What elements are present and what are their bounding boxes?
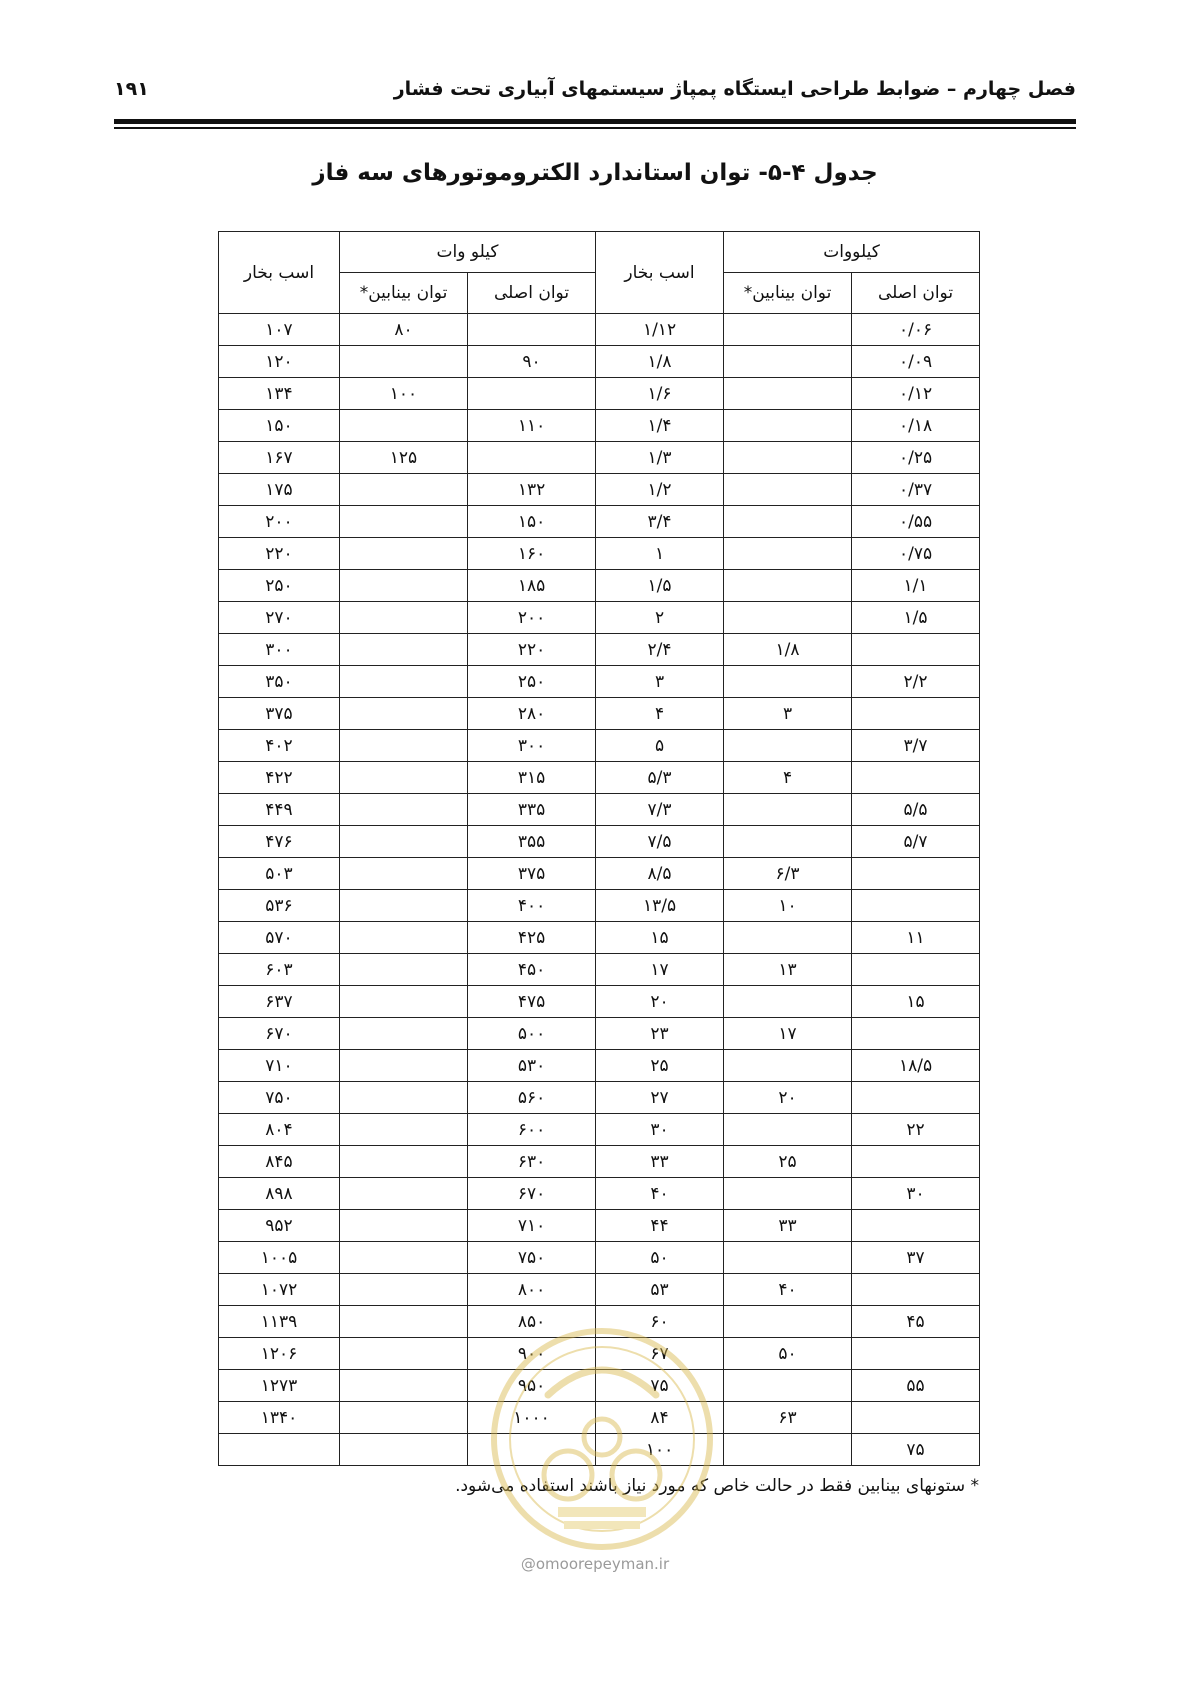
intermediate-power-header-right: توان بینابین* [724,273,852,314]
hp-right-cell: ۱/۸ [596,346,724,378]
table-row [219,826,980,858]
kw-intermediate-left-cell [340,506,468,538]
kw-intermediate-right-cell [724,986,852,1018]
kw-intermediate-left-cell [340,1274,468,1306]
kw-main-right-cell: ۱/۵ [852,602,980,634]
table-row [219,1306,980,1338]
hp-right-cell: ۴۰ [596,1178,724,1210]
hp-right-cell: ۳۰ [596,1114,724,1146]
hp-left-cell: ۵۷۰ [219,922,340,954]
hp-left-cell: ۲۵۰ [219,570,340,602]
kw-intermediate-right-cell [724,794,852,826]
kw-intermediate-right-cell [724,570,852,602]
kw-intermediate-right-cell: ۴۰ [724,1274,852,1306]
hp-right-cell: ۱ [596,538,724,570]
kw-intermediate-left-cell [340,1050,468,1082]
kw-intermediate-right-cell [724,346,852,378]
kw-intermediate-left-cell [340,1402,468,1434]
kw-main-left-cell: ۷۵۰ [468,1242,596,1274]
kw-intermediate-right-cell [724,378,852,410]
kw-main-left-cell: ۱۸۵ [468,570,596,602]
hp-left-cell: ۲۰۰ [219,506,340,538]
hp-right-cell: ۱/۲ [596,474,724,506]
hp-left-cell: ۴۰۲ [219,730,340,762]
kw-main-left-cell: ۶۷۰ [468,1178,596,1210]
hp-right-cell: ۲ [596,602,724,634]
kw-main-left-cell [468,1434,596,1466]
kw-main-right-cell: ۵/۵ [852,794,980,826]
hp-right-cell: ۶۷ [596,1338,724,1370]
kw-intermediate-left-cell [340,538,468,570]
hp-right-cell: ۱۵ [596,922,724,954]
hp-left-cell: ۸۰۴ [219,1114,340,1146]
kw-intermediate-right-cell [724,826,852,858]
hp-right-cell: ۱۳/۵ [596,890,724,922]
kw-main-left-cell: ۹۰۰ [468,1338,596,1370]
table-row [219,410,980,442]
kw-intermediate-right-cell [724,602,852,634]
hp-left-cell: ۱۳۴ [219,378,340,410]
header-rule-thick [114,119,1076,124]
kw-main-right-cell: ۳۷ [852,1242,980,1274]
hp-right-cell: ۱/۴ [596,410,724,442]
kw-main-right-cell [852,954,980,986]
table-row [219,506,980,538]
hp-left-cell: ۴۲۲ [219,762,340,794]
table-row [219,1274,980,1306]
kw-main-left-cell: ۱۵۰ [468,506,596,538]
kw-main-right-cell: ۲/۲ [852,666,980,698]
kw-main-left-cell [468,314,596,346]
kw-main-left-cell: ۳۰۰ [468,730,596,762]
hp-left-cell: ۱۲۰۶ [219,1338,340,1370]
hp-right-cell: ۲۷ [596,1082,724,1114]
table-row [219,794,980,826]
kw-intermediate-left-cell: ۱۰۰ [340,378,468,410]
kilowatt-group-header-left: کیلو وات [340,232,596,273]
hp-right-cell: ۵۳ [596,1274,724,1306]
hp-left-cell: ۹۵۲ [219,1210,340,1242]
kw-main-left-cell: ۴۰۰ [468,890,596,922]
hp-right-cell: ۶۰ [596,1306,724,1338]
kw-main-right-cell: ۰/۲۵ [852,442,980,474]
hp-left-cell: ۱۳۴۰ [219,1402,340,1434]
kw-intermediate-left-cell [340,1338,468,1370]
hp-left-cell: ۷۱۰ [219,1050,340,1082]
table-row [219,1210,980,1242]
kilowatt-group-header-right: کیلووات [724,232,980,273]
table-row [219,474,980,506]
kw-intermediate-right-cell [724,442,852,474]
kw-intermediate-right-cell [724,1114,852,1146]
kw-main-right-cell [852,698,980,730]
kw-intermediate-right-cell [724,1306,852,1338]
kw-main-left-cell: ۴۷۵ [468,986,596,1018]
hp-right-cell: ۲۰ [596,986,724,1018]
hp-right-cell: ۴۴ [596,1210,724,1242]
table-title: جدول ۴-۵- توان استاندارد الکتروموتورهای سه فاز [312,160,878,186]
kw-main-right-cell: ۵۵ [852,1370,980,1402]
kw-intermediate-right-cell [724,1050,852,1082]
hp-left-cell: ۱۱۳۹ [219,1306,340,1338]
kw-main-left-cell: ۶۳۰ [468,1146,596,1178]
kw-main-right-cell [852,1402,980,1434]
kw-main-right-cell [852,1018,980,1050]
motor-power-table [218,231,980,1466]
table-body [219,314,980,1466]
page-number: ۱۹۱ [114,78,149,100]
kw-intermediate-left-cell [340,1370,468,1402]
table-row [219,1370,980,1402]
kw-intermediate-left-cell [340,474,468,506]
table-row [219,346,980,378]
kw-intermediate-left-cell [340,730,468,762]
main-power-header-left: توان اصلی [468,273,596,314]
hp-right-cell: ۷/۳ [596,794,724,826]
kw-intermediate-left-cell [340,1434,468,1466]
hp-left-cell: ۱۵۰ [219,410,340,442]
hp-right-cell: ۳ [596,666,724,698]
table-row [219,1018,980,1050]
kw-intermediate-left-cell [340,1242,468,1274]
kw-intermediate-left-cell [340,1306,468,1338]
kw-main-left-cell: ۷۱۰ [468,1210,596,1242]
table-row [219,538,980,570]
kw-intermediate-right-cell: ۶۳ [724,1402,852,1434]
hp-left-cell: ۱۰۷ [219,314,340,346]
kw-main-left-cell: ۳۵۵ [468,826,596,858]
header-rule-thin [114,127,1076,129]
kw-main-right-cell: ۰/۰۹ [852,346,980,378]
kw-main-right-cell [852,890,980,922]
kw-intermediate-right-cell: ۳۳ [724,1210,852,1242]
kw-intermediate-right-cell: ۶/۳ [724,858,852,890]
table-row [219,730,980,762]
horsepower-header-left: اسب بخار [219,232,340,314]
kw-main-right-cell [852,1146,980,1178]
kw-main-left-cell: ۳۳۵ [468,794,596,826]
kw-main-left-cell: ۱۳۲ [468,474,596,506]
kw-main-left-cell: ۸۰۰ [468,1274,596,1306]
kw-main-left-cell: ۲۲۰ [468,634,596,666]
kw-main-left-cell: ۱۱۰ [468,410,596,442]
kw-main-right-cell: ۱۵ [852,986,980,1018]
kw-intermediate-right-cell [724,410,852,442]
kw-intermediate-right-cell: ۲۰ [724,1082,852,1114]
kw-intermediate-right-cell: ۳ [724,698,852,730]
table-row [219,698,980,730]
table-row [219,922,980,954]
kw-main-right-cell: ۱۸/۵ [852,1050,980,1082]
hp-right-cell: ۱/۱۲ [596,314,724,346]
hp-right-cell: ۱/۳ [596,442,724,474]
table-row [219,986,980,1018]
kw-intermediate-right-cell [724,1434,852,1466]
hp-right-cell: ۱۰۰ [596,1434,724,1466]
hp-right-cell: ۵/۳ [596,762,724,794]
kw-intermediate-right-cell: ۱۰ [724,890,852,922]
kw-main-right-cell: ۷۵ [852,1434,980,1466]
kw-main-right-cell: ۰/۳۷ [852,474,980,506]
hp-left-cell: ۲۷۰ [219,602,340,634]
kw-main-left-cell: ۴۵۰ [468,954,596,986]
kw-intermediate-left-cell: ۸۰ [340,314,468,346]
kw-main-left-cell: ۱۰۰۰ [468,1402,596,1434]
kw-main-left-cell: ۶۰۰ [468,1114,596,1146]
kw-intermediate-right-cell: ۵۰ [724,1338,852,1370]
kw-main-left-cell [468,442,596,474]
kw-main-left-cell: ۵۳۰ [468,1050,596,1082]
kw-main-right-cell: ۴۵ [852,1306,980,1338]
hp-left-cell: ۱۰۰۵ [219,1242,340,1274]
hp-left-cell: ۱۷۵ [219,474,340,506]
kw-main-right-cell: ۳۰ [852,1178,980,1210]
hp-left-cell: ۸۴۵ [219,1146,340,1178]
kw-main-left-cell: ۳۱۵ [468,762,596,794]
table-row [219,378,980,410]
hp-left-cell: ۴۷۶ [219,826,340,858]
hp-left-cell [219,1434,340,1466]
table-row [219,1050,980,1082]
kw-main-left-cell: ۸۵۰ [468,1306,596,1338]
table-row [219,666,980,698]
kw-intermediate-right-cell [724,1370,852,1402]
kw-intermediate-right-cell: ۲۵ [724,1146,852,1178]
table-row [219,602,980,634]
kw-intermediate-left-cell [340,1178,468,1210]
table-row [219,1178,980,1210]
table-row [219,1402,980,1434]
kw-intermediate-left-cell [340,890,468,922]
table-row [219,890,980,922]
kw-intermediate-left-cell [340,762,468,794]
table-row [219,1242,980,1274]
table-row [219,1146,980,1178]
hp-right-cell: ۸۴ [596,1402,724,1434]
kw-main-right-cell: ۱۱ [852,922,980,954]
hp-left-cell: ۳۵۰ [219,666,340,698]
hp-right-cell: ۲/۴ [596,634,724,666]
kw-intermediate-left-cell [340,922,468,954]
kw-intermediate-left-cell [340,570,468,602]
hp-right-cell: ۳/۴ [596,506,724,538]
kw-intermediate-left-cell [340,602,468,634]
table-row [219,442,980,474]
kw-intermediate-left-cell [340,666,468,698]
kw-intermediate-left-cell [340,826,468,858]
hp-left-cell: ۲۲۰ [219,538,340,570]
hp-left-cell: ۶۰۳ [219,954,340,986]
hp-right-cell: ۴ [596,698,724,730]
table-row [219,954,980,986]
kw-intermediate-left-cell [340,1114,468,1146]
table-row [219,570,980,602]
hp-left-cell: ۱۶۷ [219,442,340,474]
kw-main-right-cell [852,1338,980,1370]
table-row [219,314,980,346]
kw-intermediate-right-cell [724,1178,852,1210]
hp-left-cell: ۴۴۹ [219,794,340,826]
hp-left-cell: ۱۲۰ [219,346,340,378]
chapter-title: فصل چهارم – ضوابط طراحی ایستگاه پمپاژ سیستمهای آبیاری تحت فشار [393,78,1076,100]
hp-right-cell: ۷۵ [596,1370,724,1402]
kw-intermediate-left-cell [340,410,468,442]
hp-left-cell: ۳۷۵ [219,698,340,730]
hp-left-cell: ۱۲۷۳ [219,1370,340,1402]
kw-main-right-cell: ۲۲ [852,1114,980,1146]
kw-main-left-cell: ۲۵۰ [468,666,596,698]
hp-left-cell: ۶۷۰ [219,1018,340,1050]
hp-right-cell: ۸/۵ [596,858,724,890]
hp-left-cell: ۶۳۷ [219,986,340,1018]
kw-intermediate-right-cell: ۱۷ [724,1018,852,1050]
kw-intermediate-left-cell [340,986,468,1018]
kw-intermediate-right-cell [724,538,852,570]
main-power-header-right: توان اصلی [852,273,980,314]
kw-main-left-cell: ۱۶۰ [468,538,596,570]
kw-intermediate-left-cell [340,346,468,378]
footnote: * ستونهای بینابین فقط در حالت خاص که مورد نیاز باشند استفاده می‌شود. [455,1476,979,1496]
hp-right-cell: ۱/۶ [596,378,724,410]
hp-left-cell: ۷۵۰ [219,1082,340,1114]
kw-main-left-cell: ۴۲۵ [468,922,596,954]
table-row [219,1114,980,1146]
kw-main-right-cell [852,858,980,890]
horsepower-header-right: اسب بخار [596,232,724,314]
kw-intermediate-left-cell [340,1082,468,1114]
hp-left-cell: ۵۰۳ [219,858,340,890]
kw-intermediate-left-cell: ۱۲۵ [340,442,468,474]
kw-intermediate-left-cell [340,954,468,986]
kw-intermediate-right-cell: ۴ [724,762,852,794]
hp-left-cell: ۱۰۷۲ [219,1274,340,1306]
kw-main-left-cell: ۵۶۰ [468,1082,596,1114]
kw-intermediate-right-cell [724,474,852,506]
kw-main-right-cell [852,1210,980,1242]
kw-intermediate-left-cell [340,698,468,730]
hp-right-cell: ۵ [596,730,724,762]
kw-main-right-cell: ۰/۱۸ [852,410,980,442]
hp-left-cell: ۸۹۸ [219,1178,340,1210]
kw-main-right-cell [852,634,980,666]
table-row [219,762,980,794]
watermark-site: @omoorepeyman.ir [520,1555,670,1573]
hp-right-cell: ۲۳ [596,1018,724,1050]
table-row [219,1082,980,1114]
kw-intermediate-right-cell [724,314,852,346]
kw-intermediate-right-cell: ۱/۸ [724,634,852,666]
kw-intermediate-left-cell [340,794,468,826]
running-head [114,78,1076,112]
kw-intermediate-left-cell [340,858,468,890]
kw-main-left-cell: ۲۰۰ [468,602,596,634]
table-row [219,1434,980,1466]
kw-intermediate-right-cell [724,506,852,538]
kw-main-left-cell: ۳۷۵ [468,858,596,890]
kw-main-right-cell: ۰/۰۶ [852,314,980,346]
hp-left-cell: ۵۳۶ [219,890,340,922]
table-row [219,858,980,890]
kw-intermediate-right-cell [724,666,852,698]
kw-intermediate-right-cell: ۱۳ [724,954,852,986]
kw-main-left-cell: ۹۰ [468,346,596,378]
intermediate-power-header-left: توان بینابین* [340,273,468,314]
kw-main-right-cell: ۰/۵۵ [852,506,980,538]
kw-intermediate-right-cell [724,922,852,954]
table-row [219,634,980,666]
hp-right-cell: ۳۳ [596,1146,724,1178]
kw-intermediate-left-cell [340,634,468,666]
kw-main-left-cell: ۹۵۰ [468,1370,596,1402]
kw-main-left-cell: ۲۸۰ [468,698,596,730]
kw-main-right-cell [852,762,980,794]
hp-right-cell: ۲۵ [596,1050,724,1082]
kw-main-right-cell: ۰/۷۵ [852,538,980,570]
kw-main-right-cell: ۰/۱۲ [852,378,980,410]
hp-right-cell: ۷/۵ [596,826,724,858]
kw-main-left-cell: ۵۰۰ [468,1018,596,1050]
hp-left-cell: ۳۰۰ [219,634,340,666]
hp-right-cell: ۱/۵ [596,570,724,602]
kw-intermediate-left-cell [340,1146,468,1178]
hp-right-cell: ۵۰ [596,1242,724,1274]
kw-main-right-cell: ۱/۱ [852,570,980,602]
kw-intermediate-left-cell [340,1210,468,1242]
kw-main-right-cell: ۵/۷ [852,826,980,858]
kw-intermediate-left-cell [340,1018,468,1050]
kw-main-left-cell [468,378,596,410]
hp-right-cell: ۱۷ [596,954,724,986]
kw-main-right-cell [852,1274,980,1306]
table-row [219,1338,980,1370]
kw-main-right-cell [852,1082,980,1114]
kw-main-right-cell: ۳/۷ [852,730,980,762]
kw-intermediate-right-cell [724,730,852,762]
kw-intermediate-right-cell [724,1242,852,1274]
